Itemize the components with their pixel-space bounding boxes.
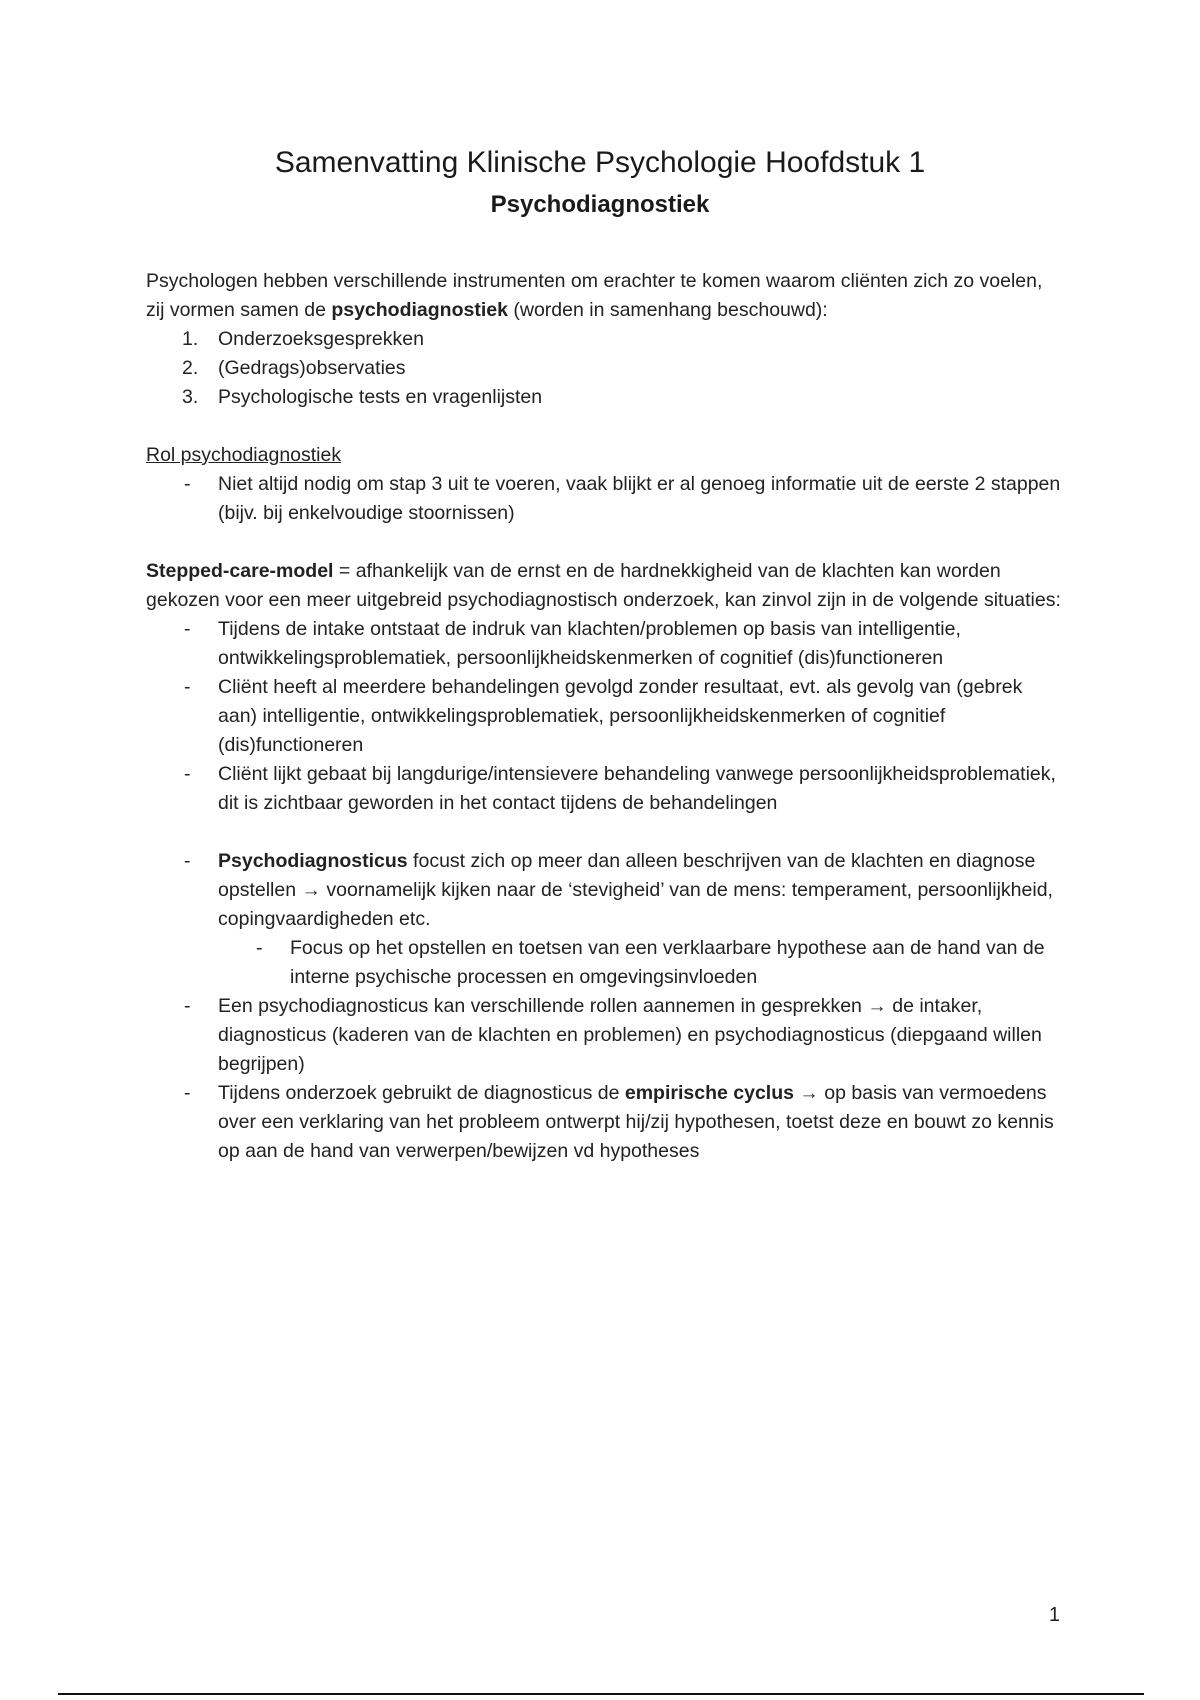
- intro-paragraph: Psychologen hebben verschillende instrumenten om erachter te komen waarom cliënten zich zo voelen, zij vormen samen de psychodiagnostiek (worden in samenhang beschouwd):: [146, 270, 1043, 321]
- stepped-care-paragraph: Stepped-care-model = afhankelijk van de ernst en de hardnekkigheid van de klachten kan worden gekozen voor een meer uitgebreid psychodiagnostisch onderzoek, kan zinvol zijn in de volgende situaties:: [146, 560, 1061, 611]
- term-stepped-care: Stepped-care-model: [146, 560, 334, 582]
- list-item: - Cliënt lijkt gebaat bij langdurige/intensievere behandeling vanwege persoonlijkheidsproblematiek, dit is zichtbaar geworden in het contact tijdens de behandelingen: [184, 763, 1056, 814]
- document-body: [146, 267, 1066, 1166]
- list-item: - Focus op het opstellen en toetsen van een verklaarbare hypothese aan de hand van de interne psychische processen en omgevingsinvloeden: [256, 937, 1045, 988]
- role-list: [146, 470, 1066, 528]
- list-item: 3. Psychologische tests en vragenlijsten: [182, 386, 543, 408]
- section-heading-rol: Rol psychodiagnostiek: [146, 444, 342, 466]
- diagnosticus-list-continued: [146, 992, 1066, 1166]
- term-empirische-cyclus: empirische cyclus: [624, 1082, 794, 1104]
- page-number: 1: [1048, 1604, 1060, 1626]
- diagnosticus-list: [146, 847, 1066, 934]
- document-title: Samenvatting Klinische Psychologie Hoofdstuk 1: [274, 146, 926, 179]
- document-subtitle: Psychodiagnostiek: [490, 191, 710, 218]
- list-item: 1. Onderzoeksgesprekken: [182, 328, 424, 350]
- instruments-list: [146, 325, 1066, 412]
- term-psychodiagnosticus: Psychodiagnosticus: [218, 850, 408, 872]
- list-item: 2. (Gedrags)observaties: [182, 357, 406, 379]
- list-item: - Een psychodiagnosticus kan verschillende rollen aannemen in gesprekken → de intaker, diagnosticus (kaderen van de klachten en problemen) en psychodiagnosticus (diepgaand willen begrijpen): [184, 995, 1042, 1075]
- situations-list: [146, 615, 1066, 818]
- term-psychodiagnostiek: psychodiagnostiek: [331, 299, 508, 321]
- list-item: - Tijdens onderzoek gebruikt de diagnosticus de empirische cyclus → op basis van vermoedens over een verklaring van het probleem ontwerpt hij/zij hypothesen, toetst deze en bouwt zo kennis op aan de hand van verwerpen/bewijzen vd hypotheses: [184, 1082, 1054, 1162]
- list-item: - Cliënt heeft al meerdere behandelingen gevolgd zonder resultaat, evt. als gevolg van (gebrek aan) intelligentie, ontwikkelingsproblematiek, persoonlijkheidskenmerken of cognitief (dis)functioneren: [184, 676, 1023, 756]
- list-item: - Niet altijd nodig om stap 3 uit te voeren, vaak blijkt er al genoeg informatie uit de eerste 2 stappen (bijv. bij enkelvoudige stoornissen): [184, 473, 1061, 524]
- list-item: - Psychodiagnosticus focust zich op meer dan alleen beschrijven van de klachten en diagnose opstellen → voornamelijk kijken naar de ‘stevigheid’ van de mens: temperament, persoonlijkheid, copingvaardigheden etc.: [184, 850, 1053, 930]
- list-item: - Tijdens de intake ontstaat de indruk van klachten/problemen op basis van intelligentie, ontwikkelingsproblematiek, persoonlijkheidskenmerken of cognitief (dis)functioneren: [184, 618, 961, 669]
- diagnosticus-sublist: [146, 934, 1066, 992]
- footer-divider: [58, 1693, 1144, 1695]
